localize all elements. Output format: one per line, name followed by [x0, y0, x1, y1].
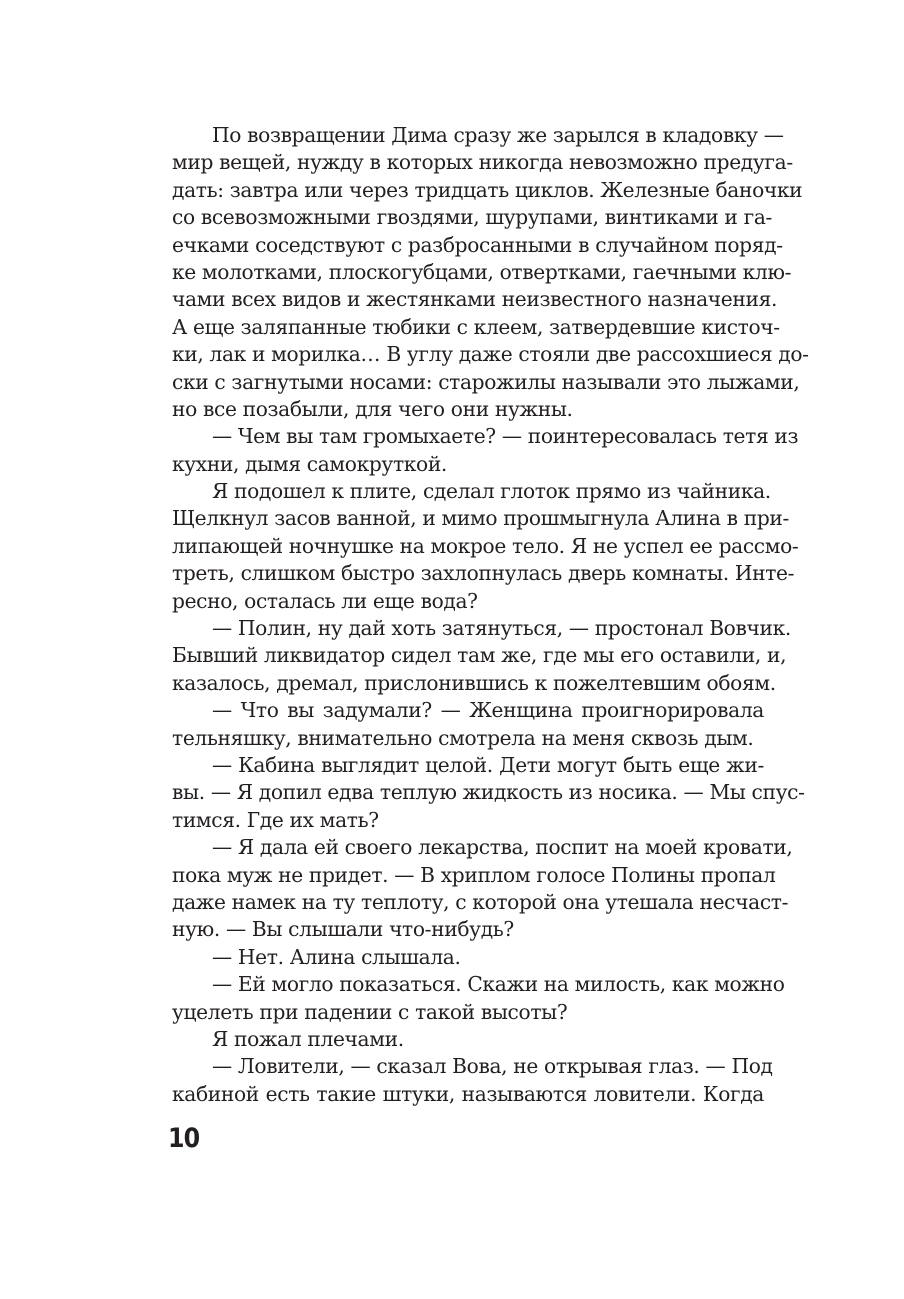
text-line: даже намек на ту теплоту, с которой она утешала несчаст- — [172, 889, 789, 914]
text-line: треть, слишком быстро захлопнулась дверь комнаты. Инте- — [172, 561, 795, 586]
text-line: мир вещей, нужду в которых никогда невозможно предуга- — [172, 150, 793, 175]
text-line: кабиной есть такие штуки, называются ловители. Когда — [172, 1081, 764, 1106]
text-line: Щелкнул засов ванной, и мимо прошмыгнула Алина в при- — [172, 506, 789, 531]
text-line: казалось, дремал, прислонившись к пожелтевшим обоям. — [172, 670, 776, 695]
text-line: пока муж не придет. — В хриплом голосе Полины пропал — [172, 862, 776, 887]
text-line: липающей ночнушке на мокрое тело. Я не успел ее рассмо- — [172, 533, 799, 558]
text-line: — Что вы задумали? — Женщина проигнорировала — [212, 698, 764, 723]
text-line: уцелеть при падении с такой высоты? — [172, 999, 568, 1024]
text-line: чами всех видов и жестянками неизвестного назначения. — [172, 287, 778, 312]
text-line: — Полин, ну дай хоть затянуться, — простонал Вовчик. — [212, 616, 791, 641]
text-line: ке молотками, плоскогубцами, отвертками, гаечными клю- — [172, 259, 792, 284]
text-line: ки, лак и морилка… В углу даже стояли две рассохшиеся до- — [172, 342, 809, 367]
text-line: тельняшку, внимательно смотрела на меня сквозь дым. — [172, 725, 754, 750]
text-line: — Ловители, — сказал Вова, не открывая глаз. — Под — [212, 1054, 773, 1079]
text-line: ечками соседствуют с разбросанными в случайном поряд- — [172, 232, 783, 257]
text-line: — Чем вы там громыхаете? — поинтересовалась тетя из — [212, 424, 799, 449]
text-line: — Я дала ей своего лекарства, поспит на моей кровати, — [212, 835, 793, 860]
text-line: ресно, осталась ли еще вода? — [172, 588, 478, 613]
text-line: ски с загнутыми носами: старожилы называли это лыжами, — [172, 369, 800, 394]
text-line: но все позабыли, для чего они нужны. — [172, 396, 573, 421]
text-line: вы. — Я допил едва теплую жидкость из носика. — Мы спус- — [172, 780, 805, 805]
text-line: со всевозможными гвоздями, шурупами, винтиками и га- — [172, 205, 772, 230]
text-line: Бывший ликвидатор сидел там же, где мы его оставили, и, — [172, 643, 787, 668]
text-line: По возвращении Дима сразу же зарылся в кладовку — — [212, 123, 784, 147]
text-line: кухни, дымя самокруткой. — [172, 451, 448, 476]
text-line: дать: завтра или через тридцать циклов. Железные баночки — [172, 177, 803, 202]
text-line: Я подошел к плите, сделал глоток прямо из чайника. — [212, 479, 771, 504]
page-number: 10 — [168, 1123, 200, 1154]
text-line: ную. — Вы слышали что-нибудь? — [172, 917, 514, 942]
text-line: Я пожал плечами. — [212, 1026, 404, 1051]
text-line: тимся. Где их мать? — [172, 807, 379, 832]
body-text — [172, 122, 809, 1108]
text-line: — Ей могло показаться. Скажи на милость, как можно — [212, 972, 785, 997]
text-line: А еще заляпанные тюбики с клеем, затвердевшие кисточ- — [172, 314, 780, 339]
text-line: — Нет. Алина слышала. — [212, 944, 461, 969]
text-line: — Кабина выглядит целой. Дети могут быть еще жи- — [212, 752, 764, 777]
